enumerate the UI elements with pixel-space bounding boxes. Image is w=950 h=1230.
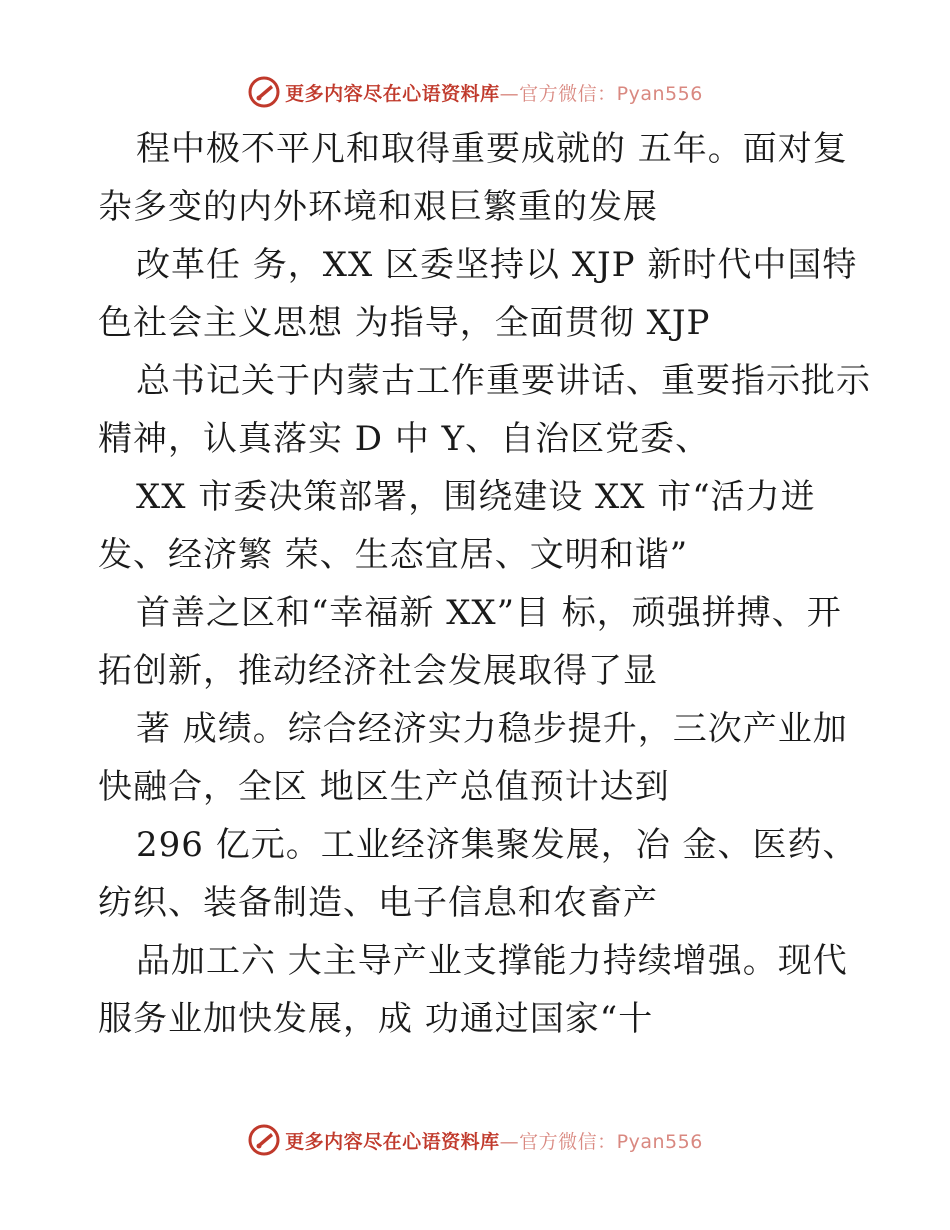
text-line: 程中极不平凡和取得重要成就的 五年。面对复	[136, 129, 848, 169]
footer-watermark-banner	[0, 1120, 950, 1160]
text-line: 精神，认真落实 D 中 Y、自治区党委、	[98, 419, 711, 459]
brand-logo-icon	[247, 1123, 281, 1157]
text-line: 纺织、装备制造、电子信息和农畜产	[98, 883, 658, 923]
banner-text: 更多内容尽在心语资料库—官方微信：Pyan556	[285, 1130, 703, 1153]
brand-logo-icon	[247, 75, 281, 109]
text-line: 改革任 务，XX 区委坚持以 XJP 新时代中国特	[136, 245, 858, 285]
banner-text: 更多内容尽在心语资料库—官方微信：Pyan556	[285, 82, 703, 105]
text-line: 色社会主义思想 为指导，全面贯彻 XJP	[98, 303, 711, 343]
text-line: 著 成绩。综合经济实力稳步提升，三次产业加	[136, 709, 848, 749]
text-line: 296 亿元。工业经济集聚发展，冶 金、医药、	[136, 825, 858, 865]
document-body	[98, 120, 871, 1048]
text-line: 服务业加快发展，成 功通过国家“十	[98, 999, 654, 1039]
text-line: 拓创新，推动经济社会发展取得了显	[98, 651, 658, 691]
text-line: 总书记关于内蒙古工作重要讲话、重要指示批示	[136, 361, 871, 401]
text-line: 杂多变的内外环境和艰巨繁重的发展	[98, 187, 658, 227]
text-line: 首善之区和“幸福新 XX”目 标，顽强拼搏、开	[136, 593, 842, 633]
header-watermark-banner	[0, 72, 950, 112]
text-line: XX 市委决策部署，围绕建设 XX 市“活力迸	[136, 477, 816, 517]
text-line: 快融合，全区 地区生产总值预计达到	[98, 767, 670, 807]
text-line: 发、经济繁 荣、生态宜居、文明和谐”	[98, 535, 689, 575]
text-line: 品加工六 大主导产业支撑能力持续增强。现代	[136, 941, 848, 981]
